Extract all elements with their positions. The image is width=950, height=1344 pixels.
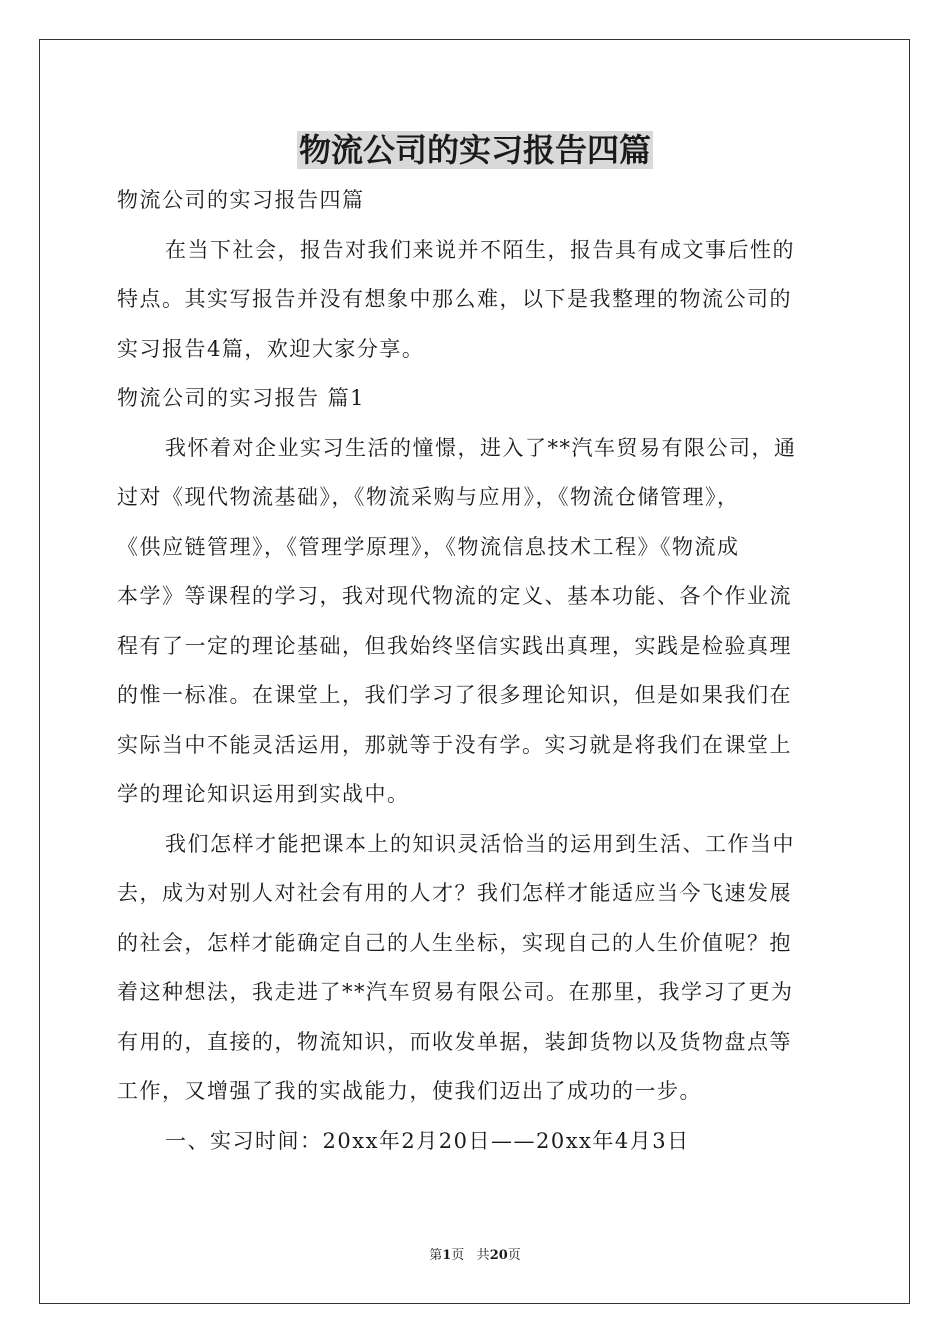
intro-line: 特点。其实写报告并没有想象中那么难，以下是我整理的物流公司的 [117,287,792,311]
total-suffix: 页 [507,1248,521,1263]
document-body [117,176,833,1166]
intro-line: 在当下社会，报告对我们来说并不陌生，报告具有成文事后性的 [165,237,795,262]
paragraph-line: 的社会，怎样才能确定自己的人生坐标，实现自己的人生价值呢？抱 [117,930,792,955]
paragraph-line: 本学》等课程的学习，我对现代物流的定义、基本功能、各个作业流 [117,584,792,608]
paragraph-line: 我怀着对企业实习生活的憧憬，进入了**汽车贸易有限公司，通 [165,435,797,460]
paragraph-line: 有用的，直接的，物流知识，而收发单据，装卸货物以及货物盘点等 [117,1029,792,1054]
total-pages: 20 [489,1248,508,1263]
page-suffix: 页 [451,1248,465,1263]
page-prefix: 第 [429,1248,443,1263]
paragraph-line: 学的理论知识运用到实战中。 [117,782,410,806]
total-prefix: 共 [476,1248,490,1263]
paragraph-line: 《供应链管理》，《管理学原理》，《物流信息技术工程》《物流成 [117,534,740,559]
page-footer [0,1246,950,1266]
paragraph-line: 实际当中不能灵活运用，那就等于没有学。实习就是将我们在课堂上 [117,732,792,757]
paragraph-line: 我们怎样才能把课本上的知识灵活恰当的运用到生活、工作当中 [165,831,795,856]
paragraph-line: 着这种想法，我走进了**汽车贸易有限公司。在那里，我学习了更为 [117,980,794,1004]
document-title-text: 物流公司的实习报告四篇 [298,131,651,169]
document-title [0,126,950,174]
page-number: 1 [442,1248,452,1263]
paragraph-line: 去，成为对别人对社会有用的人才？我们怎样才能适应当今飞速发展 [117,881,792,905]
section-heading: 物流公司的实习报告 篇1 [117,386,366,410]
document-subtitle: 物流公司的实习报告四篇 [117,188,365,212]
paragraph-line: 的惟一标准。在课堂上，我们学习了很多理论知识，但是如果我们在 [117,683,792,707]
internship-time: 一、实习时间：20xx年2月20日——20xx年4月3日 [165,1128,690,1153]
paragraph-line: 过对《现代物流基础》，《物流采购与应用》，《物流仓储管理》， [117,485,740,509]
paragraph-line: 工作，又增强了我的实战能力，使我们迈出了成功的一步。 [117,1079,702,1103]
paragraph-line: 程有了一定的理论基础，但我始终坚信实践出真理，实践是检验真理 [117,633,792,658]
intro-line: 实习报告4篇，欢迎大家分享。 [117,336,425,361]
